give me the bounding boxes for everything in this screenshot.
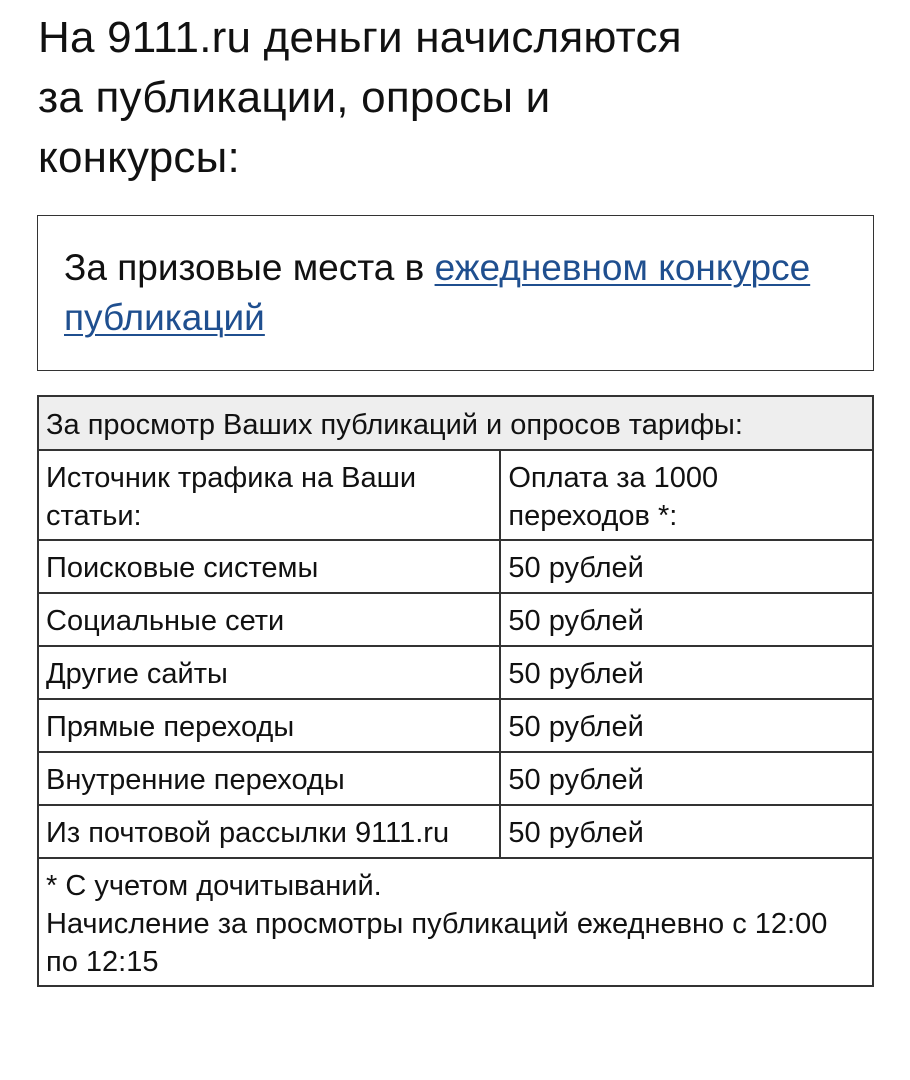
tariff-caption: За просмотр Ваших публикаций и опросов тарифы: (38, 396, 873, 450)
price-column-header: Оплата за 1000 переходов *: (500, 450, 873, 540)
payment-rate: 50 рублей (500, 805, 873, 858)
table-row (38, 540, 873, 593)
tariff-header-row (38, 450, 873, 540)
footnote-accrual-time: Начисление за просмотры публикаций ежедневно с 12:00 по 12:15 (46, 908, 828, 978)
page-title-line-1: На 9111.ru деньги начисляются (38, 13, 682, 62)
tariff-table (37, 395, 874, 987)
tariff-footnote (38, 858, 873, 986)
table-row (38, 752, 873, 805)
payment-rate: 50 рублей (500, 540, 873, 593)
tariff-caption-row (38, 396, 873, 450)
table-row (38, 805, 873, 858)
table-row (38, 699, 873, 752)
payment-rate: 50 рублей (500, 699, 873, 752)
traffic-source: Прямые переходы (38, 699, 500, 752)
page-title (38, 8, 874, 188)
footnote-reading-note: * С учетом дочитываний. (46, 870, 382, 902)
payment-rate: 50 рублей (500, 593, 873, 646)
daily-contest-link[interactable]: ежедневном конкурсе публикаций (64, 247, 811, 338)
payment-rate: 50 рублей (500, 646, 873, 699)
traffic-source: Другие сайты (38, 646, 500, 699)
source-column-header: Источник трафика на Ваши статьи: (38, 450, 500, 540)
table-row (38, 593, 873, 646)
page-title-line-3: конкурсы: (38, 133, 240, 182)
prize-places-text (64, 243, 849, 343)
prize-places-label: За призовые места в (64, 247, 435, 288)
page-title-line-2: за публикации, опросы и (38, 73, 551, 122)
payment-rate: 50 рублей (500, 752, 873, 805)
prize-places-box (37, 215, 874, 371)
table-row (38, 646, 873, 699)
traffic-source: Из почтовой рассылки 9111.ru (38, 805, 500, 858)
tariff-footnote-row (38, 858, 873, 986)
traffic-source: Внутренние переходы (38, 752, 500, 805)
traffic-source: Социальные сети (38, 593, 500, 646)
traffic-source: Поисковые системы (38, 540, 500, 593)
